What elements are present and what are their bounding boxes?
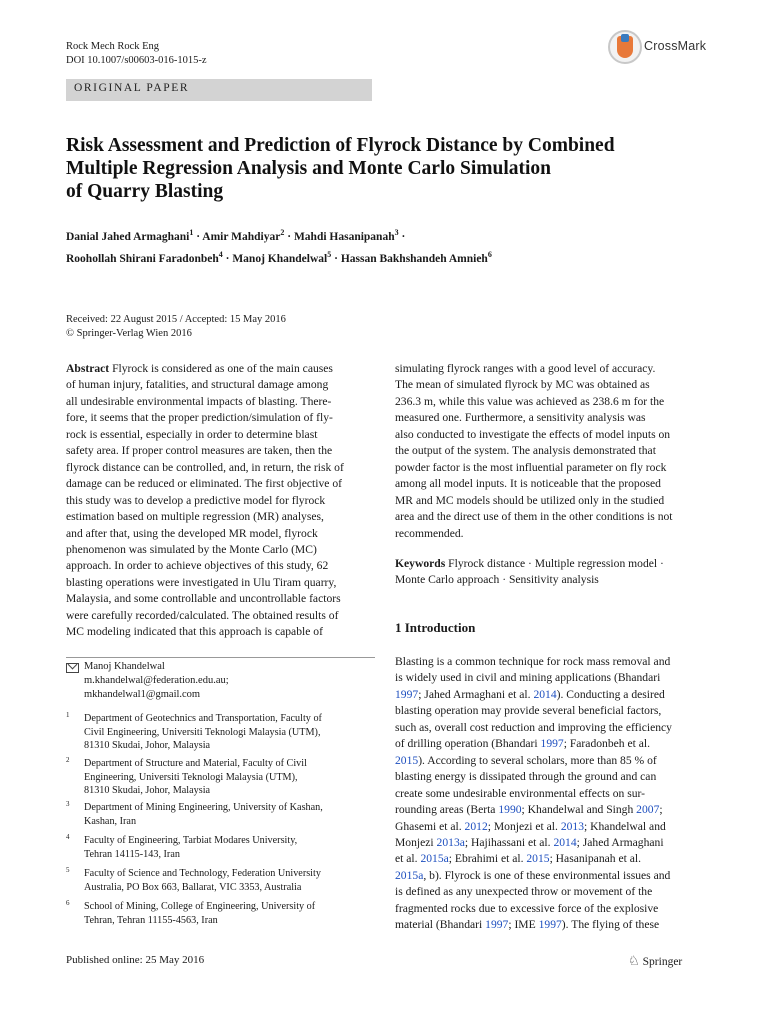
publisher-logo <box>628 953 682 969</box>
citation-link[interactable]: 1990 <box>498 803 522 817</box>
affiliation-mark: 1 <box>189 228 194 237</box>
citation-link[interactable]: 2015 <box>526 852 550 866</box>
abstract-line: blasting operations were investigated in Ulu Tiram quarry, <box>66 575 337 589</box>
affiliation-number: 2 <box>66 756 70 764</box>
body-line: material (Bhandari 1997; IME 1997). The flying of these <box>395 918 660 932</box>
citation-link[interactable]: 2015a <box>395 868 424 882</box>
author-name[interactable]: Amir Mahdiyar <box>202 230 281 243</box>
author-name[interactable]: Danial Jahed Armaghani <box>66 230 190 243</box>
abstract-line: among all model inputs. It is noticeable that the proposed <box>395 477 661 491</box>
author-separator: · <box>401 230 406 243</box>
abstract-line: safety area. If proper control measures are taken, then the <box>66 444 333 458</box>
affiliation-mark: 5 <box>327 249 332 259</box>
author-list <box>66 224 686 268</box>
abstract-line: of human injury, fatalities, and structural damage among <box>66 378 329 392</box>
abstract-line: simulating flyrock ranges with a good level of accuracy. <box>395 362 656 375</box>
abstract-line: 236.3 m, while this value was achieved as 238.6 m for the <box>395 394 665 408</box>
citation-link[interactable]: 1997 <box>485 918 509 932</box>
abstract-line: recommended. <box>395 526 464 540</box>
citation-link[interactable]: 2013a <box>436 835 465 849</box>
body-line: 1997; Jahed Armaghani et al. 2014). Conducting a desired <box>395 687 665 701</box>
body-line: Ghasemi et al. 2012; Monjezi et al. 2013; Khandelwal and <box>395 819 666 833</box>
envelope-icon <box>66 663 79 673</box>
body-line: such as, overall cost reduction and improving the efficiency <box>395 720 672 734</box>
affiliation-line: Department of Mining Engineering, University of Kashan, <box>84 802 323 813</box>
footnote-divider <box>66 657 375 658</box>
body-line: 2015a, b). Flyrock is one of these environmental issues and <box>395 868 671 882</box>
keywords-label: Keywords <box>395 557 446 570</box>
author-separator: · <box>225 252 230 265</box>
body-line: et al. 2015a; Ebrahimi et al. 2015; Hasanipanah et al. <box>395 852 641 866</box>
body-line: Blasting is a common technique for rock mass removal and <box>395 655 671 668</box>
paper-title <box>66 134 666 203</box>
abstract-line: phenomenon was simulated by the Monte Carlo (MC) <box>66 542 317 556</box>
affiliation-mark: 2 <box>280 228 285 237</box>
body-line: fragmented rocks due to excessive force of the explosive <box>395 901 659 915</box>
abstract-line: all undesirable environmental impacts of blasting. There- <box>66 394 332 408</box>
article-type: ORIGINAL PAPER <box>74 82 190 94</box>
citation-link[interactable]: 2014 <box>533 687 557 701</box>
title-line: Risk Assessment and Prediction of Flyrock Distance by Combined <box>66 135 615 156</box>
abstract-line: powder factor is the most influential parameter on fly rock <box>395 460 667 474</box>
affiliation-mark: 3 <box>394 228 399 237</box>
affiliation-number: 6 <box>66 899 70 907</box>
citation-link[interactable]: 2012 <box>464 819 488 833</box>
email-link[interactable]: m.khandelwal@federation.edu.au; <box>84 675 229 686</box>
abstract-line: approach. In order to achieve objectives of this study, 62 <box>66 559 329 573</box>
abstract-line: this study was to develop a predictive model for flyrock <box>66 493 326 507</box>
abstract-line: and after that, using the developed MR model, flyrock <box>66 526 318 540</box>
body-line: Monjezi 2013a; Hajihassani et al. 2014; Jahed Armaghani <box>395 835 664 849</box>
abstract-continued <box>395 361 703 542</box>
body-line: blasting energy is dissipated through the ground and can <box>395 770 657 784</box>
section-heading-introduction: 1 Introduction <box>395 620 476 635</box>
abstract-line: damage can be reduced or eliminated. The first objective of <box>66 477 342 491</box>
abstract-line: also conducted to investigate the effects of model inputs on <box>395 427 671 441</box>
affiliation-line: Faculty of Engineering, Tarbiat Modares University, <box>84 835 298 846</box>
affiliation-line: Department of Geotechnics and Transportation, Faculty of <box>84 713 322 724</box>
title-line: Multiple Regression Analysis and Monte Carlo Simulation <box>66 158 552 179</box>
affiliation-number: 1 <box>66 711 70 719</box>
citation-link[interactable]: 2007 <box>636 803 660 817</box>
author-line <box>66 246 686 268</box>
publication-dates <box>66 313 286 341</box>
citation-link[interactable]: 2015 <box>395 753 419 767</box>
citation-link[interactable]: 1997 <box>538 918 562 932</box>
published-online: Published online: 25 May 2016 <box>66 954 205 966</box>
affiliation-line: Australia, PO Box 663, Ballarat, VIC 3353, Australia <box>84 881 302 893</box>
copyright: © Springer-Verlag Wien 2016 <box>66 328 192 339</box>
author-line <box>66 224 686 246</box>
body-line: rounding areas (Berta 1990; Khandelwal and Singh 2007; <box>395 803 663 817</box>
abstract-line: MC modeling indicated that this approach is capable of <box>66 625 323 639</box>
crossmark-icon <box>608 30 642 64</box>
abstract-line: Flyrock is considered as one of the main causes <box>112 362 333 375</box>
body-line: of drilling operation (Bhandari 1997; Faradonbeh et al. <box>395 737 650 751</box>
crossmark-label: CrossMark <box>644 39 707 53</box>
keywords-line: Flyrock distance · Multiple regression model · <box>448 557 664 570</box>
author-name[interactable]: Hassan Bakhshandeh Amnieh <box>340 252 488 265</box>
affiliation-line: Civil Engineering, Universiti Teknologi Malaysia (UTM), <box>84 726 321 738</box>
received-accepted: Received: 22 August 2015 / Accepted: 15 May 2016 <box>66 314 286 325</box>
abstract-line: MR and MC models should be utilized only in the studied <box>395 493 665 507</box>
affiliation-line: Kashan, Iran <box>84 815 137 827</box>
affiliation-line: Tehran, Tehran 11155-4563, Iran <box>84 914 218 926</box>
affiliation-line: Faculty of Science and Technology, Federation University <box>84 868 321 879</box>
abstract-line: Malaysia, and some controllable and uncontrollable factors <box>66 592 341 606</box>
author-separator: · <box>334 252 338 265</box>
abstract-label: Abstract <box>66 362 110 375</box>
abstract-line: were carefully recorded/calculated. The obtained results of <box>66 608 339 622</box>
affiliation-mark: 4 <box>218 249 223 259</box>
abstract-line: rock is essential, especially in order to determine blast <box>66 427 318 441</box>
introduction-body <box>395 654 703 934</box>
citation-link[interactable]: 2015a <box>420 852 449 866</box>
body-line: is widely used in civil and mining applications (Bhandari <box>395 671 661 685</box>
body-line: 2015). According to several scholars, more than 85 % of <box>395 753 657 767</box>
body-line: create some undesirable environmental effects on sur- <box>395 786 646 800</box>
article-type-banner <box>66 79 372 101</box>
citation-link[interactable]: 2013 <box>560 819 585 833</box>
journal-info <box>66 40 207 68</box>
affiliation-line: School of Mining, College of Engineering, University of <box>84 901 316 912</box>
crossmark-badge[interactable] <box>608 30 718 66</box>
affiliation-line: Department of Structure and Material, Faculty of Civil <box>84 758 307 769</box>
abstract-line: fore, it seems that the proper prediction/simulation of fly- <box>66 411 333 425</box>
abstract-line: the output of the system. The analysis demonstrated that <box>395 444 656 458</box>
keywords-line: Monte Carlo approach · Sensitivity analysis <box>395 573 599 587</box>
keywords <box>395 556 703 589</box>
author-name[interactable]: Mahdi Hasanipanah <box>293 230 395 243</box>
publisher-name: Springer <box>642 956 683 968</box>
email-link[interactable]: mkhandelwal1@gmail.com <box>84 689 201 700</box>
affiliation-line: Engineering, Universiti Teknologi Malaysia (UTM), <box>84 771 298 783</box>
abstract-line: estimation based on multiple regression (MR) analyses, <box>66 510 324 524</box>
abstract-line: flyrock distance can be controlled, and, in return, the risk of <box>66 460 344 474</box>
body-line: blasting operation may provide several beneficial factors, <box>395 704 662 718</box>
corresponding-author: Manoj Khandelwal <box>84 661 165 672</box>
affiliation-number: 5 <box>66 866 70 874</box>
affiliation-line: 81310 Skudai, Johor, Malaysia <box>84 785 211 797</box>
affiliation-line: 81310 Skudai, Johor, Malaysia <box>84 740 211 752</box>
author-name[interactable]: Roohollah Shirani Faradonbeh <box>66 252 219 265</box>
springer-horse-icon: ♘ <box>628 953 640 968</box>
affiliation-number: 3 <box>66 800 70 808</box>
citation-link[interactable]: 1997 <box>540 737 564 751</box>
author-separator: · <box>196 230 201 243</box>
abstract-line: measured one. Furthermore, a sensitivity analysis was <box>395 411 646 425</box>
abstract <box>66 361 375 641</box>
affiliation-line: Tehran 14115-143, Iran <box>84 848 180 860</box>
author-name[interactable]: Manoj Khandelwal <box>232 252 328 265</box>
journal-name: Rock Mech Rock Eng <box>66 41 160 52</box>
body-line: is defined as any unexpected throw or movement of the <box>395 885 653 899</box>
author-separator: · <box>287 230 292 243</box>
affiliation-number: 4 <box>66 833 70 841</box>
affiliation-mark: 6 <box>487 249 492 259</box>
citation-link[interactable]: 1997 <box>395 687 419 701</box>
abstract-line: The mean of simulated flyrock by MC was obtained as <box>395 378 650 392</box>
title-line: of Quarry Blasting <box>66 181 224 202</box>
citation-link[interactable]: 2014 <box>553 835 577 849</box>
abstract-line: area and the direct use of them in the other conditions is not <box>395 510 673 524</box>
doi[interactable]: DOI 10.1007/s00603-016-1015-z <box>66 55 207 66</box>
